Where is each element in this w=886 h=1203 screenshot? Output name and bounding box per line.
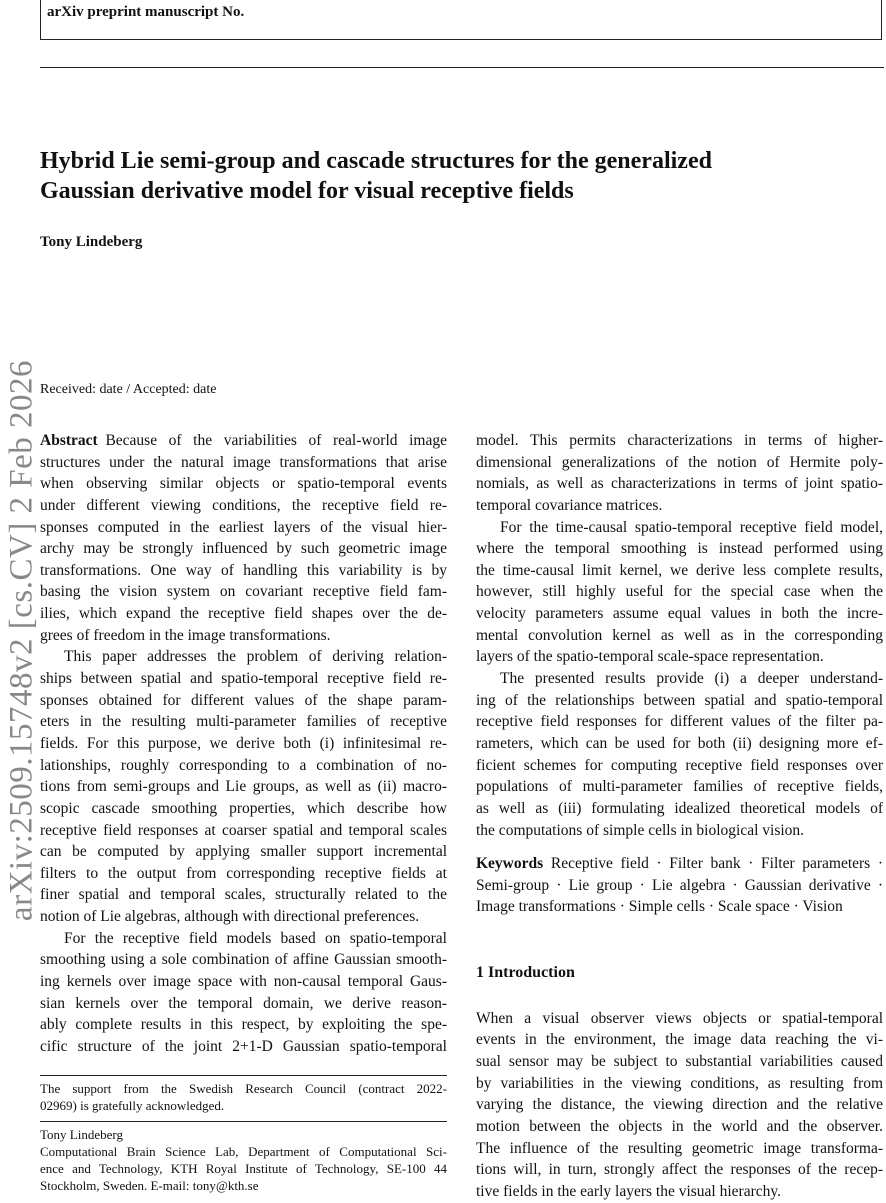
abstract-line: fields. For this purpose, we derive both (i) infinitesimal re-: [40, 734, 447, 752]
abstract-line: model. This permits characterizations in terms of higher-: [476, 432, 883, 449]
header-rule: [40, 67, 884, 68]
abstract-line: ficient schemes for computing receptive field responses over: [476, 756, 883, 774]
abstract-line: mental convolution kernel as well as in the corresponding: [476, 626, 883, 644]
abstract-line: structures under the natural image transformations that arise: [40, 453, 447, 471]
abstract-line: layers of the spatio-temporal scale-space representation.: [476, 648, 824, 666]
abstract-line: lationships, roughly corresponding to a combination of no-: [40, 756, 447, 774]
author-name: Tony Lindeberg: [40, 234, 143, 250]
intro-line: tions will, in turn, strongly affect the responses of the recep-: [476, 1161, 883, 1179]
abstract-line: transformations. One way of handling this variability is by: [40, 561, 447, 579]
footnote-line: The support from the Swedish Research Council (contract 2022-: [40, 1081, 447, 1096]
abstract-line: nomials, as well as characterizations in terms of joint spatio-: [476, 475, 883, 493]
affiliation-line: Stockholm, Sweden. E-mail: tony@kth.se: [40, 1178, 259, 1193]
abstract-line: archy may be strongly influenced by such geometric image: [40, 540, 447, 558]
intro-line: events in the environment, the image data reaching the vi-: [476, 1031, 883, 1049]
abstract-line: ing of the relationships between spatial and spatio-temporal: [476, 691, 883, 709]
abstract-line: where the temporal smoothing is instead performed using: [476, 540, 883, 558]
abstract-line: dimensional generalizations of the notion of Hermite poly-: [476, 453, 883, 471]
received-date: Received: date / Accepted: date: [40, 382, 217, 397]
abstract-line: however, still highly useful for the special case when the: [476, 583, 883, 601]
section-heading: 1 Introduction: [476, 964, 575, 982]
arxiv-stamp: arXiv:2509.15748v2 [cs.CV] 2 Feb 2026: [3, 359, 40, 922]
abstract-line: For the receptive field models based on spatio-temporal: [64, 929, 447, 947]
abstract-line: ships between spatial and spatio-temporal receptive field re-: [40, 670, 447, 688]
abstract-line: tions from semi-groups and Lie groups, as well as (ii) macro-: [40, 778, 447, 796]
keywords-line: Semi-group · Lie group · Lie algebra · Gaussian derivative ·: [476, 876, 883, 894]
abstract-line: rameters, which can be used for both (ii) designing more ef-: [476, 734, 883, 752]
footnote-rule: [40, 1121, 447, 1122]
abstract-line: sian kernels over the temporal domain, we derive reason-: [40, 994, 447, 1012]
abstract-line: smoothing using a sole combination of affine Gaussian smooth-: [40, 951, 447, 969]
abstract-line: sponses computed in the earliest layers of the visual hier-: [40, 518, 447, 536]
abstract-line: scopic cascade smoothing properties, which describe how: [40, 799, 447, 817]
title-line: Hybrid Lie semi-group and cascade structures for the generalized: [40, 148, 712, 174]
abstract-line: under different viewing conditions, the receptive field re-: [40, 496, 447, 514]
intro-line: motion between the objects in the world and the observer.: [476, 1117, 883, 1135]
title-line: Gaussian derivative model for visual receptive fields: [40, 178, 574, 204]
abstract-line: the computations of simple cells in biological vision.: [476, 821, 805, 839]
keywords-line-text: Receptive field · Filter bank · Filter parameters ·: [550, 855, 883, 873]
keywords-line-label: Keywords: [476, 855, 544, 873]
abstract-line: eters in the resulting multi-parameter families of receptive: [40, 713, 447, 731]
intro-line: sual sensor may be subject to substantial variabilities caused: [476, 1053, 883, 1071]
author-affiliation: [40, 1126, 447, 1194]
footnote-rule: [40, 1075, 447, 1076]
abstract-line: the time-causal limit kernel, we derive less complete results,: [476, 561, 883, 579]
abstract-line: This paper addresses the problem of deriving relation-: [64, 648, 447, 666]
abstract-line: filters to the output from corresponding receptive fields at: [40, 864, 447, 882]
abstract-line: when observing similar objects or spatio-temporal events: [40, 475, 447, 493]
abstract-line: receptive field responses at coarser spatial and temporal scales: [40, 821, 447, 839]
abstract-line: as well as (iii) formulating idealized theoretical models of: [476, 799, 883, 817]
abstract-line: populations of multi-parameter families of receptive fields,: [476, 778, 883, 796]
abstract-first-line-text: Because of the variabilities of real-world image: [105, 432, 447, 449]
abstract-line: notion of Lie algebras, although with directional preferences.: [40, 908, 420, 926]
intro-line: When a visual observer views objects or spatial-temporal: [476, 1009, 883, 1027]
right-column: [476, 430, 883, 1203]
affiliation-name: Tony Lindeberg: [40, 1127, 123, 1142]
abstract-line: cific structure of the joint 2+1-D Gaussian spatio-temporal: [40, 1037, 447, 1055]
abstract-line: finer spatial and temporal scales, structurally related to the: [40, 886, 447, 904]
affiliation-line: Computational Brain Science Lab, Department of Computational Sci-: [40, 1144, 447, 1159]
footnote-line: 02969) is gratefully acknowledged.: [40, 1098, 225, 1113]
abstract-line: ably complete results in this respect, by exploiting the spe-: [40, 1016, 447, 1034]
abstract-line: ilies, which expand the receptive field shapes over the de-: [40, 605, 447, 623]
abstract-line: sponses obtained for different values of the shape param-: [40, 691, 447, 709]
abstract-line: velocity parameters assume equal values in both the incre-: [476, 605, 883, 623]
journal-header-label: arXiv preprint manuscript No.: [47, 4, 245, 20]
intro-line: tive fields in the early layers the visual hierarchy.: [476, 1182, 782, 1200]
keywords-line: Image transformations · Simple cells · Scale space · Vision: [476, 898, 843, 916]
funding-footnote: [40, 1080, 447, 1114]
journal-header-box: [40, 0, 882, 40]
intro-line: by variabilities in the viewing conditions, as resulting from: [476, 1074, 883, 1092]
abstract-first-line-label: Abstract: [40, 432, 98, 449]
keywords-line: [476, 853, 883, 875]
abstract-line: basing the vision system on covariant receptive field fam-: [40, 583, 447, 601]
abstract-first-line: [40, 430, 447, 452]
abstract-line: can be computed by applying smaller support incremental: [40, 843, 447, 861]
affiliation-line: ence and Technology, KTH Royal Institute of Technology, SE-100 44: [40, 1161, 447, 1176]
abstract-line: temporal covariance matrices.: [476, 496, 663, 514]
abstract-line: The presented results provide (i) a deeper understand-: [500, 670, 883, 688]
abstract-line: receptive field responses for different values of the filter pa-: [476, 713, 883, 731]
abstract-line: ing kernels over image space with non-causal temporal Gaus-: [40, 973, 447, 991]
abstract-line: For the time-causal spatio-temporal receptive field model,: [500, 518, 883, 536]
intro-line: The influence of the resulting geometric image transforma-: [476, 1139, 883, 1157]
paper-title: [40, 146, 880, 206]
abstract-line: grees of freedom in the image transformations.: [40, 626, 331, 644]
left-column: [40, 430, 447, 1058]
intro-line: varying the distance, the viewing direction and the relative: [476, 1096, 883, 1114]
